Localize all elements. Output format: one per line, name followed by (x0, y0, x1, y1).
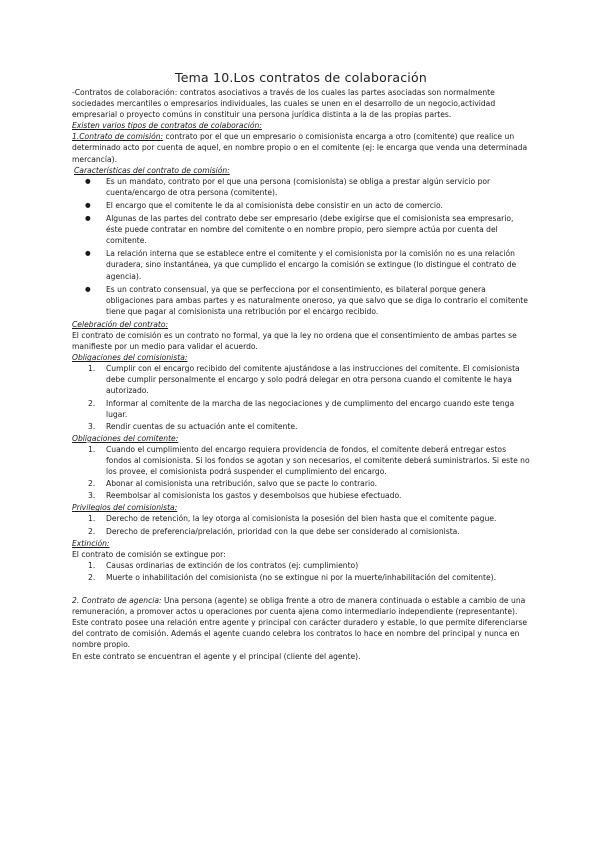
oblig-comitente-list (72, 444, 530, 501)
privilegios-heading: Privilegios del comisionista: (72, 503, 178, 513)
extincion-list (72, 560, 530, 583)
agencia-text: Una persona (agente) se obliga frente a otro de manera continuada o estable a cambio de una remuneración, a promover actos u operaciones por cuenta ajena como intermediario independiente (representante). (72, 596, 526, 617)
celebracion-text: El contrato de comisión es un contrato no formal, ya que la ley no ordena que el consentimiento de ambas partes se manifieste por un medio para validar el acuerdo. (72, 330, 517, 352)
comision-paragraph (72, 131, 530, 164)
oblig-comisionista-heading: Obligaciones del comisionista: (72, 353, 188, 363)
list-item: 3. Reembolsar al comisionista los gastos y desembolsos que hubiese efectuado. (88, 491, 402, 501)
document-page (72, 70, 530, 662)
celebracion-heading: Celebración del contrato: (72, 319, 169, 329)
list-item: 2. Abonar al comisionista una retribución, salvo que se pacte lo contrario. (88, 479, 377, 489)
oblig-comitente-heading: Obligaciones del comitente: (72, 433, 179, 443)
list-item: 2. Derecho de preferencia/prelación, prioridad con la que debe ser considerado al comisionista. (88, 526, 460, 536)
caracteristicas-list (72, 176, 530, 317)
privilegios-list (72, 513, 530, 536)
extincion-heading: Extinción: (72, 538, 110, 548)
list-item: ● La relación interna que se establece entre el comitente y el comisionista por la comisión no es una relación duradera, sino instantánea, ya que cumplido el encargo la comisión se extingue (lo distingue el contrato de agencia). (72, 248, 530, 281)
list-item: ● Es un mandato, contrato por el que una persona (comisionista) se obliga a prestar algún servicio por cuenta/encargo de otra persona (comitente). (72, 176, 530, 198)
types-heading: Existen varios tipos de contratos de colaboración: (72, 121, 262, 131)
agencia-paragraph (72, 595, 530, 617)
list-item: 1. Derecho de retención, la ley otorga al comisionista la posesión del bien hasta que el comitente pague. (88, 514, 497, 524)
intro-paragraph: -Contratos de colaboración: contratos asociativos a través de los cuales las partes asociadas son normalmente sociedades mercantiles o empresarios individuales, las cuales se unen en el desarrollo de un negocio,actividad empresarial o proyecto comúns in constituir una persona jurídica distinta a la de las propias partes. (72, 88, 496, 120)
agencia-label: 2. Contrato de agencia: (72, 596, 162, 606)
list-item: ● Algunas de las partes del contrato debe ser empresario (debe exigirse que el comisionista sea empresario, éste puede contratar en nombre del comitente o en nombre propio, pero siempre actúa por cuenta del comitente. (72, 213, 530, 246)
agencia-paragraph-2: Este contrato posee una relación entre agente y principal con carácter duradero y estable, lo que permite diferenciarse del contrato de comisión. Además el agente cuando celebra los contratos lo hace en nombre del principal y nunca en nombre propio. (72, 618, 528, 650)
list-item: 2. Informar al comitente de la marcha de las negociaciones y de cumplimento del encargo cuando este tenga lugar. (88, 398, 515, 419)
page-title: Tema 10.Los contratos de colaboración (175, 70, 427, 85)
list-item: 3. Rendir cuentas de su actuación ante el comitente. (88, 421, 298, 431)
list-item: 1. Causas ordinarias de extinción de los contratos (ej: cumplimiento) (88, 560, 359, 570)
comision-label: 1.Contrato de comisión: (72, 132, 164, 142)
agencia-paragraph-3: En este contrato se encuentran el agente y el principal (cliente del agente). (72, 651, 361, 661)
list-item: ● Es un contrato consensual, ya que se perfecciona por el consentimiento, es bilateral porque genera obligaciones para ambas partes y es naturalmente oneroso, ya que salvo que se diga lo contrario el comitente tiene que pagar al comisionista una retribución por el encargo recibido. (72, 284, 530, 317)
caracteristicas-heading: Características del contrato de comisión: (74, 165, 230, 175)
extincion-text: El contrato de comisión se extingue por: (72, 549, 226, 559)
list-item: ● El encargo que el comitente le da al comisionista debe consistir en un acto de comercio. (72, 200, 530, 211)
list-item: 1. Cumplir con el encargo recibido del comitente ajustándose a las instrucciones del comitente. El comisionista debe cumplir personalmente el encargo y solo podrá delegar en otra persona cuando el comitente le haya autorizado. (88, 364, 520, 396)
oblig-comisionista-list (72, 363, 530, 432)
comision-text: contrato por el que un empresario o comisionista encarga a otro (comitente) que realice un determinado acto por cuenta de aquel, en nombre propio o en el comitente (ej: le encarga que venda una determinada mercancía). (72, 132, 528, 164)
list-item: 1. Cuando el cumplimiento del encargo requiera providencia de fondos, el comitente deberá entregar estos fondos al comisionista. Si los fondos se agotan y son necesarios, el comitente deberá suministrarlos. Si este no los provee, el comisionista podrá suspender el cumplimiento del encargo. (88, 444, 530, 477)
list-item: 2. Muerte o inhabilitación del comisionista (no se extingue ni por la muerte/inhabilitación del comitente). (88, 572, 497, 582)
